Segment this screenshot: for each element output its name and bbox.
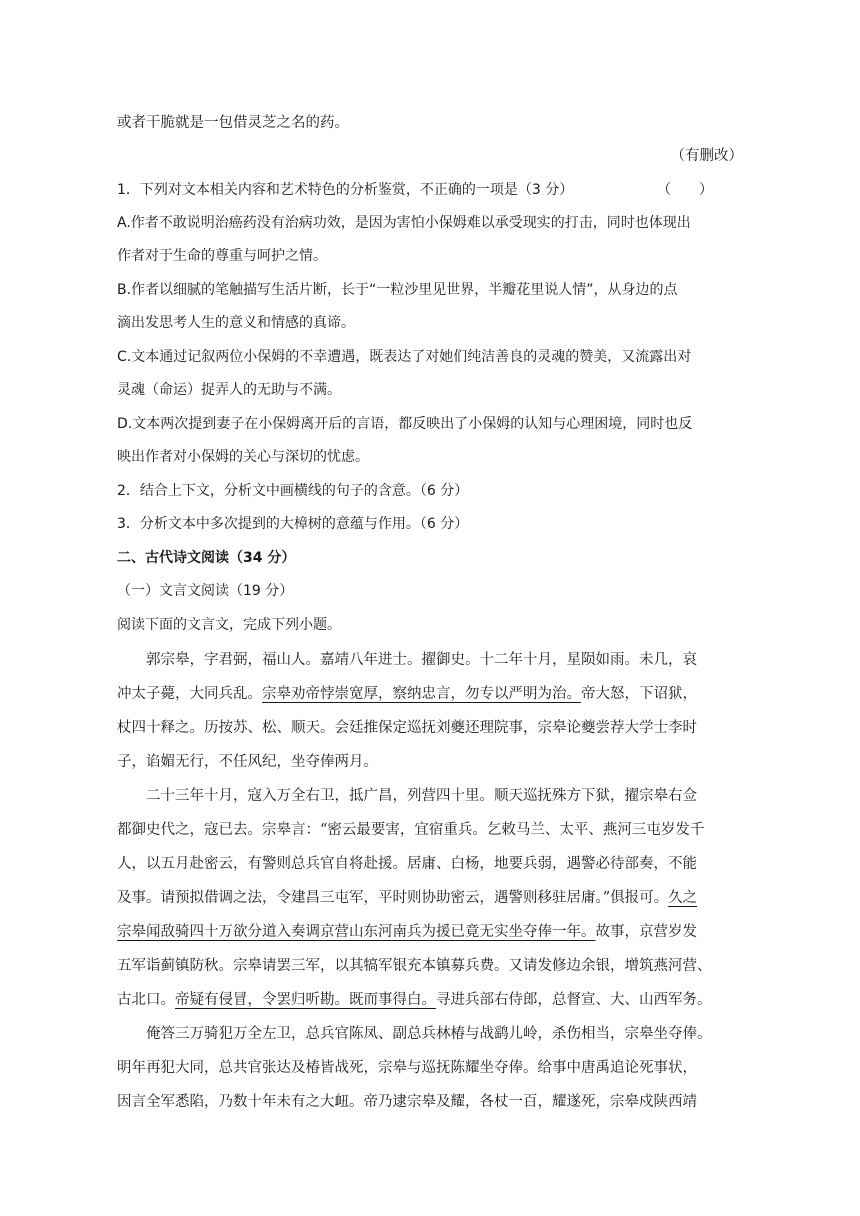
option-d-cont: 映出作者对小保姆的关心与深切的忧虑。 [117, 449, 369, 465]
underlined-sentence: 帝疑有侵冒，令罢归听勘。既而事得白。 [175, 992, 436, 1008]
passage-line: 杖四十释之。历按苏、松、顺天。会廷推保定巡抚刘夔还理院事，宗皋论夔尝荐大学士李时 [117, 720, 697, 736]
underlined-sentence: 久之 [668, 890, 698, 906]
option-b-cont: 滴出发思考人生的意义和情感的真谛。 [117, 315, 355, 331]
passage-line [117, 990, 743, 1010]
option-b: B.作者以细腻的笔触描写生活片断，长于“一粒沙里见世界，半瓣花里说人情”，从身边的点 [117, 282, 678, 298]
section-heading: 二、古代诗文阅读（34 分） [117, 550, 296, 566]
passage-line: 二十三年十月，寇入万全右卫，抵广昌，列营四十里。顺天巡抚殊方下狱，擢宗皋右佥 [146, 788, 697, 804]
text-line: 或者干脆就是一包借灵芝之名的药。 [117, 115, 349, 131]
option-c-cont: 灵魂（命运）捉弄人的无助与不满。 [117, 382, 341, 398]
passage-text: 冲太子薨，大同兵乱。 [117, 686, 262, 702]
passage-line: 子，谄媚无行，不任风纪，坐夺俸两月。 [117, 754, 378, 770]
passage-line [117, 684, 743, 704]
passage-line: 都御史代之，寇已去。宗皋言：“密云最要害，宜宿重兵。乞敕马兰、太平、燕河三屯岁发千 [117, 822, 705, 838]
question-1-text: 1．下列对文本相关内容和艺术特色的分析鉴赏，不正确的一项是（3 分） [117, 182, 574, 198]
option-d: D.文本两次提到妻子在小保姆离开后的言语，都反映出了小保姆的认知与心理困境，同时也反 [117, 416, 693, 432]
option-c: C.文本通过记叙两位小保姆的不幸遭遇，既表达了对她们纯洁善良的灵魂的赞美，又流露出对 [117, 349, 692, 365]
question-2: 2．结合上下文，分析文中画横线的句子的含意。（6 分） [117, 483, 469, 499]
passage-line: 郭宗皋，字君弼，福山人。嘉靖八年进士。擢御史。十二年十月，星陨如雨。未几，哀 [146, 652, 697, 668]
passage-line: 俺答三万骑犯万全左卫，总兵官陈凤、副总兵林椿与战鹞儿岭，杀伤相当，宗皋坐夺俸。 [146, 1026, 712, 1042]
underlined-sentence: 宗皋闻敌骑四十万欲分道入奏调京营山东河南兵为援已竟无实坐夺俸一年。 [117, 924, 596, 940]
underlined-sentence: 宗皋劝帝悖崇宽厚，察纳忠言，勿专以严明为治。 [262, 686, 581, 702]
source-note: （有删改） [670, 148, 743, 164]
passage-text: 帝大怒，下诏狱， [581, 686, 697, 702]
passage-line: 人，以五月赴密云，有警则总兵官自将赴援。居庸、白杨，地要兵弱，遇警必待部奏，不能 [117, 856, 697, 872]
question-3: 3．分析文本中多次提到的大樟树的意蕴与作用。（6 分） [117, 516, 469, 532]
option-a-cont: 作者对于生命的尊重与呵护之情。 [117, 248, 327, 264]
passage-line: 因言全军悉陷，乃数十年未有之大衄。帝乃逮宗皋及耀，各杖一百，耀遂死，宗皋戍陕西靖 [117, 1094, 697, 1110]
passage-line: 明年再犯大同，总共官张达及椿皆战死，宗皋与巡抚陈耀坐夺俸。给事中唐禹追论死事状， [117, 1060, 697, 1076]
passage-text: 寻进兵部右侍郎，总督宣、大、山西军务。 [436, 992, 712, 1008]
passage-text: 及事。请预拟借调之法，令建昌三屯军，平时则协助密云，遇警则移驻居庸。”俱报可。 [117, 890, 669, 906]
instruction: 阅读下面的文言文，完成下列小题。 [117, 617, 341, 633]
subsection-heading: （一）文言文阅读（19 分） [117, 583, 294, 599]
passage-text: 古北口。 [117, 992, 175, 1008]
passage-line: 五军诣蓟镇防秋。宗皋请罢三军，以其犒军银充本镇募兵费。又请发修边余银，增筑燕河营、 [117, 958, 712, 974]
passage-line [117, 888, 743, 908]
answer-blank: （ ） [657, 182, 713, 198]
option-a: A.作者不敢说明治癌药没有治病功效，是因为害怕小保姆难以承受现实的打击，同时也体现出 [117, 215, 691, 231]
question-1 [117, 180, 743, 200]
passage-text: 故事，京营岁发 [595, 924, 697, 940]
passage-line [117, 922, 743, 942]
